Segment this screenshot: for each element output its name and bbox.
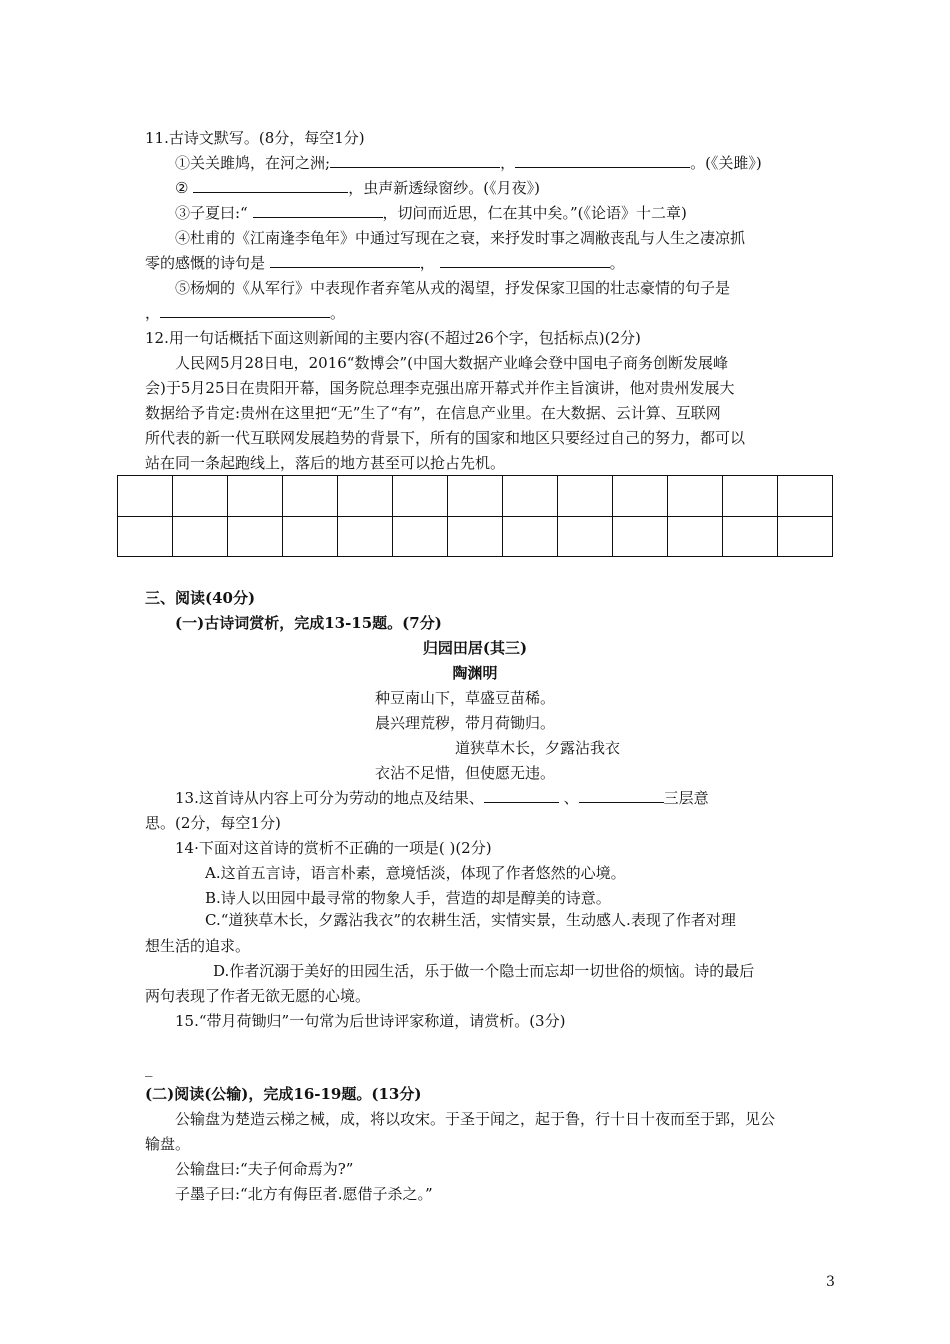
grid-cell[interactable] xyxy=(778,476,833,517)
grid-cell[interactable] xyxy=(558,516,613,557)
poem-author: 陶渊明 xyxy=(452,664,498,682)
q12-title: 12.用一句话概括下面这则新闻的主要内容(不超过26个字，包括标点)(2分) xyxy=(145,329,641,347)
subsection1-title: (一)古诗词赏析，完成13-15题。(7分) xyxy=(175,614,442,632)
q15: 15.“带月荷锄归”一句常为后世诗评家称道，请赏析。(3分) xyxy=(175,1012,566,1030)
text: ，虫声新透绿窗纱。(《月夜》) xyxy=(348,179,540,197)
answer-grid[interactable] xyxy=(117,475,833,557)
q13-cont: 思。(2分，每空1分) xyxy=(145,814,281,832)
text: ② xyxy=(175,179,189,197)
grid-cell[interactable] xyxy=(668,476,723,517)
poem-title: 归园田居(其三) xyxy=(422,639,528,657)
grid-cell[interactable] xyxy=(723,476,778,517)
passage-line: 输盘。 xyxy=(145,1135,191,1153)
grid-row xyxy=(118,516,833,557)
text: ，切问而近思，仁在其中矣。”(《论语》十二章) xyxy=(382,204,687,222)
grid-cell[interactable] xyxy=(118,476,173,517)
grid-cell[interactable] xyxy=(173,516,228,557)
news-line: 会)于5月25日在贵阳开幕，国务院总理李克强出席开幕式并作主旨演讲，他对贵州发展大 xyxy=(145,379,735,397)
grid-cell[interactable] xyxy=(283,476,338,517)
q14-option-c-cont: 想生活的追求。 xyxy=(145,937,251,955)
page-number: 3 xyxy=(826,1274,835,1290)
section3-title: 三、阅读(40分) xyxy=(145,589,256,607)
grid-cell[interactable] xyxy=(448,516,503,557)
q14-option-d: D.作者沉溺于美好的田园生活，乐于做一个隐士而忘却一切世俗的烦恼。诗的最后 xyxy=(213,962,755,980)
text: 三层意 xyxy=(663,789,709,807)
grid-cell[interactable] xyxy=(393,476,448,517)
stray-mark: _ xyxy=(145,1059,153,1077)
grid-cell[interactable] xyxy=(393,516,448,557)
news-line: 所代表的新一代互联网发展趋势的背景下，所有的国家和地区只要经过自己的努力，都可以 xyxy=(145,429,746,447)
grid-cell[interactable] xyxy=(228,476,283,517)
passage-line: 子墨子曰:“北方有侮臣者.愿借子杀之。” xyxy=(175,1185,433,1203)
q13 xyxy=(175,788,709,808)
answer-blank xyxy=(484,788,559,803)
answer-blank xyxy=(253,203,383,218)
answer-blank xyxy=(270,253,420,268)
text: 。 xyxy=(330,304,346,322)
grid-row xyxy=(118,476,833,517)
text: 。 xyxy=(609,254,625,272)
grid-cell[interactable] xyxy=(558,476,613,517)
answer-blank xyxy=(579,788,664,803)
q11-item3 xyxy=(175,203,687,223)
grid-cell[interactable] xyxy=(338,516,393,557)
text: ， xyxy=(419,254,435,272)
answer-blank xyxy=(515,153,690,168)
poem-line: 种豆南山下，草盛豆苗稀。 xyxy=(375,689,556,707)
grid-cell[interactable] xyxy=(173,476,228,517)
poem-line: 道狭草木长，夕露沾我衣 xyxy=(455,739,621,757)
poem-line: 衣沾不足惜，但使愿无违。 xyxy=(375,764,556,782)
news-line: 人民网5月28日电，2016“数博会”(中国大数据产业峰会登中国电子商务创断发展峰 xyxy=(175,354,728,372)
grid-cell[interactable] xyxy=(723,516,778,557)
q14-option-c: C.“道狭草木长，夕露沾我衣”的农耕生活，实情实景，生动感人.表现了作者对理 xyxy=(205,911,736,929)
q14-option-d-cont: 两句表现了作者无欲无愿的心境。 xyxy=(145,987,371,1005)
q14-title: 14·下面对这首诗的赏析不正确的一项是( )(2分) xyxy=(175,839,492,857)
grid-cell[interactable] xyxy=(668,516,723,557)
text: 13.这首诗从内容上可分为劳动的地点及结果、 xyxy=(175,789,484,807)
text: ， xyxy=(145,304,161,322)
text: ①关关雎鸠，在河之洲; xyxy=(175,154,331,172)
poem-line: 晨兴理荒秽，带月荷锄归。 xyxy=(375,714,556,732)
q11-title: 11.古诗文默写。(8分，每空1分) xyxy=(145,129,365,147)
news-line: 数据给予肯定:贵州在这里把“无”生了“有”，在信息产业里。在大数据、云计算、互联网 xyxy=(145,404,721,422)
text: ③子夏曰:“ xyxy=(175,204,248,222)
passage-line: 公输盘曰:“夫子何命焉为?” xyxy=(175,1160,354,1178)
answer-blank xyxy=(440,253,610,268)
grid-cell[interactable] xyxy=(228,516,283,557)
passage-line: 公输盘为楚造云梯之械，成，将以攻宋。于圣于闻之，起于鲁，行十日十夜而至于郢，见公 xyxy=(175,1110,776,1128)
grid-cell[interactable] xyxy=(778,516,833,557)
grid-cell[interactable] xyxy=(448,476,503,517)
grid-cell[interactable] xyxy=(613,516,668,557)
subsection2-title: (二)阅读(公输)，完成16-19题。(13分) xyxy=(145,1085,422,1103)
answer-blank xyxy=(330,153,500,168)
grid-cell[interactable] xyxy=(503,476,558,517)
q14-option-b: B.诗人以田园中最寻常的物象人手，营造的却是醇美的诗意。 xyxy=(205,889,611,907)
grid-cell[interactable] xyxy=(613,476,668,517)
q11-item4-cont xyxy=(145,253,625,273)
text: 、 xyxy=(563,789,579,807)
text: ， xyxy=(500,154,516,172)
text: 零的感慨的诗句是 xyxy=(145,254,266,272)
answer-blank xyxy=(160,303,330,318)
q11-item5-cont xyxy=(145,303,345,323)
q11-item2 xyxy=(175,178,540,198)
grid-cell[interactable] xyxy=(503,516,558,557)
q11-item4: ④杜甫的《江南逢李龟年》中通过写现在之衰，来抒发时事之凋敝丧乱与人生之凄凉抓 xyxy=(175,229,746,247)
grid-cell[interactable] xyxy=(283,516,338,557)
answer-blank xyxy=(193,178,348,193)
q11-item5: ⑤杨炯的《从军行》中表现作者弃笔从戎的渴望，抒发保家卫国的壮志豪情的句子是 xyxy=(175,279,731,297)
news-line: 站在同一条起跑线上，落后的地方甚至可以抢占先机。 xyxy=(145,454,506,472)
text: 。(《关雎》) xyxy=(690,154,762,172)
q11-item1 xyxy=(175,153,762,173)
grid-cell[interactable] xyxy=(338,476,393,517)
grid-cell[interactable] xyxy=(118,516,173,557)
q14-option-a: A.这首五言诗，语言朴素，意境恬淡，体现了作者悠然的心境。 xyxy=(205,864,626,882)
